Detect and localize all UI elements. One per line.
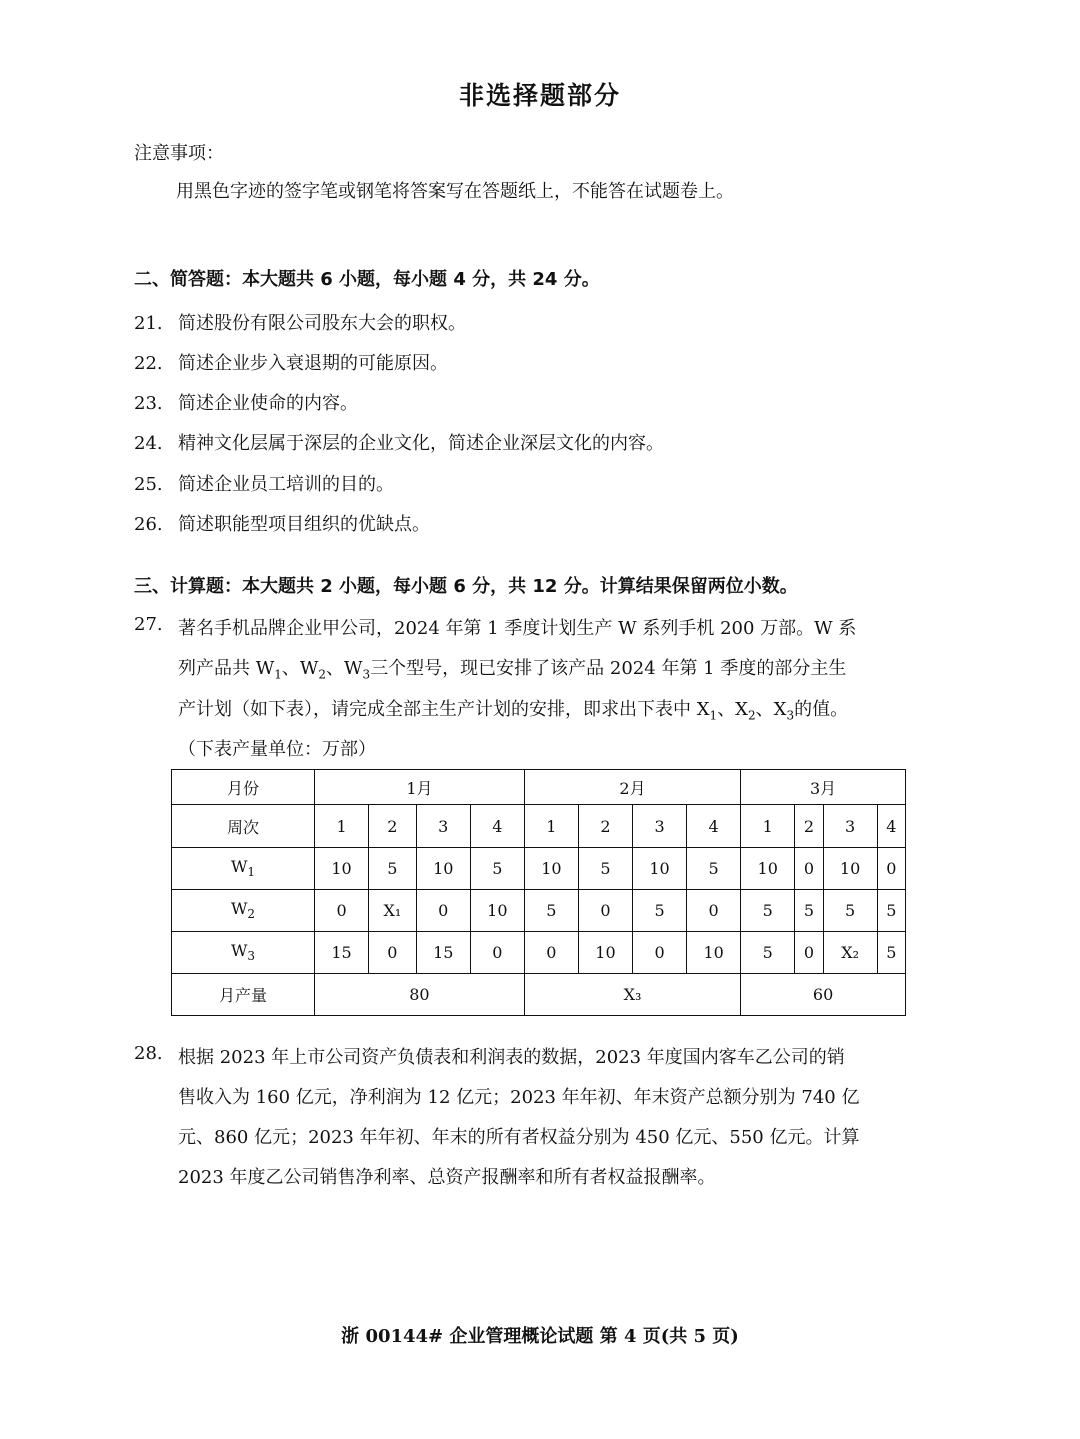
question-27-line-2 <box>178 654 846 682</box>
subscript: 1 <box>709 708 718 723</box>
text-run: 、W <box>326 658 363 679</box>
notice-body: 用黑色字迹的签字笔或钢笔将答案写在答题纸上，不能答在试题卷上。 <box>176 181 734 202</box>
table-cell: 10 <box>633 848 687 890</box>
table-cell: 10 <box>470 890 524 932</box>
table-row <box>172 770 906 805</box>
question-23 <box>134 389 358 415</box>
question-24 <box>134 429 664 455</box>
subscript: 3 <box>362 667 371 682</box>
question-27 <box>134 614 946 764</box>
text-run: 的值。 <box>794 699 849 720</box>
table-cell: 10 <box>578 932 632 974</box>
table-cell: 5 <box>687 848 741 890</box>
table-cell: 10 <box>741 848 795 890</box>
model-label-cell <box>172 890 315 932</box>
text-run: 列产品共 W <box>178 658 275 679</box>
table-row <box>172 890 906 932</box>
question-number: 23. <box>134 393 163 414</box>
subscript: 1 <box>274 667 282 682</box>
table-row <box>172 974 906 1016</box>
table-cell: 10 <box>315 848 369 890</box>
table-cell: 10 <box>416 848 470 890</box>
table-cell: 0 <box>369 932 417 974</box>
text-run: 、W <box>281 658 319 679</box>
table-cell: 0 <box>795 848 823 890</box>
text-run: 产计划（如下表），请完成全部主生产计划的安排，即求出下表中 X <box>178 699 710 720</box>
week-cell: 2 <box>369 805 417 848</box>
table-cell: 5 <box>524 890 578 932</box>
month-label-cell: 月份 <box>172 770 315 805</box>
table-cell: 5 <box>369 848 417 890</box>
table-cell: 0 <box>877 848 905 890</box>
table-cell: 5 <box>823 890 877 932</box>
table-cell: 5 <box>741 890 795 932</box>
month-header-3: 3月 <box>741 770 906 805</box>
month-total-3: 60 <box>741 974 906 1016</box>
model-sub: 1 <box>247 865 256 880</box>
month-total-1: 80 <box>315 974 525 1016</box>
page-footer: 浙 00144# 企业管理概论试题 第 4 页(共 5 页) <box>341 1326 739 1347</box>
question-text: 简述企业使命的内容。 <box>178 393 358 414</box>
table-cell: 5 <box>578 848 632 890</box>
total-label-cell: 月产量 <box>172 974 315 1016</box>
question-number: 24. <box>134 433 163 454</box>
week-label-cell: 周次 <box>172 805 315 848</box>
question-28-line-3: 元、860 亿元；2023 年年初、年末的所有者权益分别为 450 亿元、550 亿元。计算 <box>178 1127 860 1148</box>
table-cell: 5 <box>633 890 687 932</box>
question-text: 简述股份有限公司股东大会的职权。 <box>178 313 466 334</box>
week-cell: 3 <box>633 805 687 848</box>
table-row <box>172 848 906 890</box>
question-text: 简述企业员工培训的目的。 <box>178 474 394 495</box>
table-cell: 5 <box>877 890 905 932</box>
table-cell: X₁ <box>369 890 417 932</box>
month-header-2: 2月 <box>524 770 740 805</box>
table-cell: 5 <box>470 848 524 890</box>
table-cell: X₂ <box>823 932 877 974</box>
question-26 <box>134 510 430 536</box>
table-cell: 15 <box>315 932 369 974</box>
question-number: 21. <box>134 313 163 334</box>
week-cell: 2 <box>578 805 632 848</box>
table-cell: 0 <box>416 890 470 932</box>
question-28-line-4: 2023 年度乙公司销售净利率、总资产报酬率和所有者权益报酬率。 <box>178 1167 716 1188</box>
table-cell: 0 <box>578 890 632 932</box>
week-cell: 3 <box>823 805 877 848</box>
table-cell: 0 <box>470 932 524 974</box>
page-title: 非选择题部分 <box>458 81 621 110</box>
month-total-2: X₃ <box>524 974 740 1016</box>
table-row <box>172 932 906 974</box>
question-number: 25. <box>134 474 163 495</box>
table-row <box>172 805 906 848</box>
subscript: 2 <box>748 708 756 723</box>
question-number: 27. <box>134 614 163 635</box>
model-base: W <box>230 857 248 877</box>
section-3-heading: 三、计算题：本大题共 2 小题，每小题 6 分，共 12 分。计算结果保留两位小数。 <box>134 576 798 597</box>
question-27-line-3 <box>178 695 848 723</box>
question-25 <box>134 470 394 496</box>
question-text: 简述企业步入衰退期的可能原因。 <box>178 353 448 374</box>
model-sub: 3 <box>247 949 256 964</box>
month-header-1: 1月 <box>315 770 525 805</box>
question-28-line-1: 根据 2023 年上市公司资产负债表和利润表的数据，2023 年度国内客车乙公司的销 <box>178 1047 845 1068</box>
table-cell: 0 <box>315 890 369 932</box>
table-cell: 15 <box>416 932 470 974</box>
question-text: 简述职能型项目组织的优缺点。 <box>178 514 430 535</box>
subscript: 3 <box>786 708 795 723</box>
week-cell: 3 <box>416 805 470 848</box>
text-run: 、X <box>755 699 787 720</box>
model-label-cell <box>172 848 315 890</box>
table-cell: 10 <box>823 848 877 890</box>
week-cell: 4 <box>687 805 741 848</box>
section-2-heading: 二、简答题：本大题共 6 小题，每小题 4 分，共 24 分。 <box>134 269 600 290</box>
table-cell: 5 <box>795 890 823 932</box>
text-run: 、X <box>717 699 749 720</box>
question-text: 精神文化层属于深层的企业文化，简述企业深层文化的内容。 <box>178 433 664 454</box>
table-cell: 5 <box>877 932 905 974</box>
model-sub: 2 <box>247 907 256 922</box>
question-number: 28. <box>134 1043 163 1064</box>
table-cell: 0 <box>795 932 823 974</box>
week-cell: 4 <box>470 805 524 848</box>
table-cell: 10 <box>524 848 578 890</box>
table-cell: 10 <box>687 932 741 974</box>
question-21 <box>134 309 466 335</box>
question-number: 26. <box>134 514 163 535</box>
text-run: 三个型号，现已安排了该产品 2024 年第 1 季度的部分主生 <box>370 658 847 679</box>
notice-label: 注意事项： <box>134 143 224 164</box>
table-cell: 0 <box>633 932 687 974</box>
week-cell: 4 <box>877 805 905 848</box>
table-cell: 0 <box>524 932 578 974</box>
question-28-line-2: 售收入为 160 亿元，净利润为 12 亿元；2023 年年初、年末资产总额分别为 740 亿 <box>178 1087 860 1108</box>
table-cell: 5 <box>741 932 795 974</box>
week-cell: 2 <box>795 805 823 848</box>
model-base: W <box>230 899 248 919</box>
week-cell: 1 <box>315 805 369 848</box>
question-number: 22. <box>134 353 163 374</box>
question-27-line-4: （下表产量单位：万部） <box>178 739 376 760</box>
question-28 <box>134 1043 946 1203</box>
table-cell: 0 <box>687 890 741 932</box>
question-22 <box>134 349 448 375</box>
question-27-line-1: 著名手机品牌企业甲公司，2024 年第 1 季度计划生产 W 系列手机 200 万部。W 系 <box>178 618 857 639</box>
subscript: 2 <box>318 667 327 682</box>
week-cell: 1 <box>741 805 795 848</box>
week-cell: 1 <box>524 805 578 848</box>
model-label-cell <box>172 932 315 974</box>
model-base: W <box>230 941 248 961</box>
production-plan-table <box>171 769 906 1016</box>
